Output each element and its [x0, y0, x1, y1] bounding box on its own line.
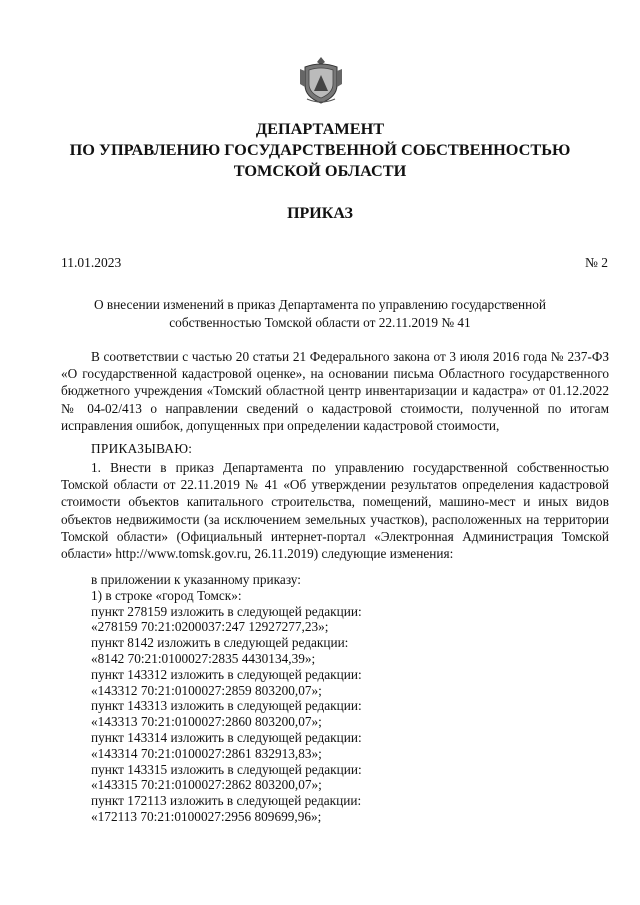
- order-word: ПРИКАЗЫВАЮ:: [91, 441, 193, 456]
- amendment-line: пункт 8142 изложить в следующей редакции:: [91, 635, 349, 651]
- coat-of-arms-emblem: [299, 55, 343, 105]
- amendment-line: «8142 70:21:0100027:2835 4430134,39»;: [91, 650, 316, 666]
- subject-line2: собственностью Томской области от 22.11.2019 № 41: [169, 315, 471, 330]
- amendment-line: «143314 70:21:0100027:2861 832913,83»;: [91, 745, 322, 761]
- document-type: ПРИКАЗ: [287, 205, 353, 222]
- amendment-line: пункт 143312 изложить в следующей редакции:: [91, 666, 362, 682]
- preamble-paragraph: В соответствии с частью 20 статьи 21 Федерального закона от 3 июля 2016 года № 237-ФЗ «О государственной кадастровой оценке», на основании письма Областного государственного бюджетного учреждения «Томский областной центр инвентаризации и кадастра» от 01.12.2022 № 04-02/413 о направлении сведений о кадастровой стоимости, полученной по итогам исправления ошибок, допущенных при определении кадастровой стоимости,: [61, 349, 609, 433]
- amendment-line: «172113 70:21:0100027:2956 809699,96»;: [91, 808, 322, 824]
- department-title-line3: ТОМСКОЙ ОБЛАСТИ: [233, 161, 407, 180]
- document-number: № 2: [584, 255, 608, 270]
- amendment-line: пункт 278159 изложить в следующей редакции:: [91, 603, 362, 619]
- amendment-lines: [91, 572, 362, 825]
- amendment-line: пункт 143313 изложить в следующей редакции:: [91, 698, 362, 714]
- amendment-line: «278159 70:21:0200037:247 12927277,23»;: [91, 619, 329, 635]
- amendment-line: пункт 143315 изложить в следующей редакции:: [91, 761, 362, 777]
- amendment-line: в приложении к указанному приказу:: [91, 572, 301, 587]
- department-title-line2: ПО УПРАВЛЕНИЮ ГОСУДАРСТВЕННОЙ СОБСТВЕННОСТЬЮ: [69, 140, 571, 159]
- department-title-line1: ДЕПАРТАМЕНТ: [255, 119, 385, 138]
- amendment-line: пункт 143314 изложить в следующей редакции:: [91, 729, 362, 745]
- amendment-line: «143313 70:21:0100027:2860 803200,07»;: [91, 714, 322, 730]
- amendment-line: 1) в строке «город Томск»:: [91, 587, 242, 603]
- document-subject: [70, 296, 570, 332]
- amendment-line: пункт 172113 изложить в следующей редакции:: [91, 793, 362, 809]
- item-1-paragraph: 1. Внести в приказ Департамента по управлению государственной собственностью Томской области от 22.11.2019 № 41 «Об утверждении результатов определения кадастровой стоимости объектов капитального строительства, помещений, машино-мест и иных видов объектов недвижимости (за исключением земельных участков), расположенных на территории Томской области» (Официальный интернет-портал «Электронная Администрация Томской области» http://www.tomsk.gov.ru, 26.11.2019) следующие изменения:: [61, 460, 609, 562]
- document-date: 11.01.2023: [61, 255, 122, 270]
- amendment-line: «143315 70:21:0100027:2862 803200,07»;: [91, 777, 322, 793]
- amendment-line: «143312 70:21:0100027:2859 803200,07»;: [91, 682, 322, 698]
- subject-line1: О внесении изменений в приказ Департамента по управлению государственной: [93, 297, 547, 312]
